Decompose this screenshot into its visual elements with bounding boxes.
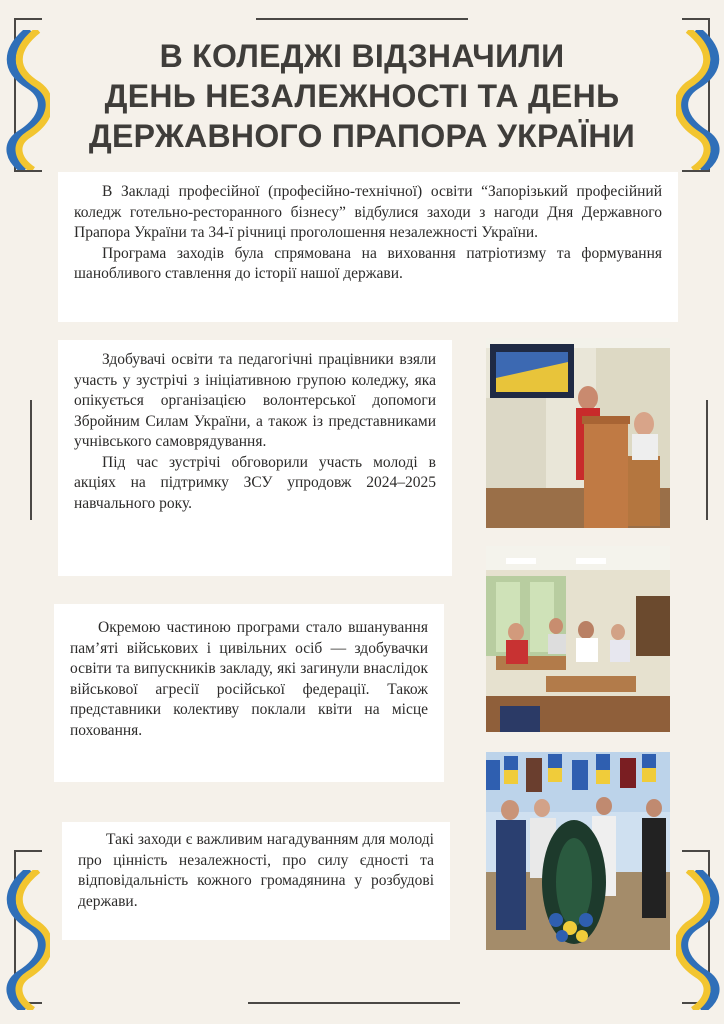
photo-classroom bbox=[486, 546, 670, 732]
photo-speaker-podium bbox=[486, 338, 670, 528]
memorial-card bbox=[54, 604, 444, 782]
ribbon-bottom-left-icon bbox=[0, 870, 50, 1010]
meeting-paragraph-2: Під час зустрічі обговорили участь молоді в акціях на підтримку ЗСУ упродовж 2024–2025 навчального року. bbox=[74, 453, 436, 512]
ribbon-top-right-icon bbox=[676, 30, 724, 170]
meeting-card bbox=[58, 340, 452, 576]
right-side-line bbox=[706, 400, 708, 520]
ribbon-bottom-right-icon bbox=[676, 870, 724, 1010]
memorial-paragraph: Окремою частиною програми стало вшанування пам’яті військових і цивільних осіб — здобувачки освіти та випускників закладу, які загинули внаслідок військової агресії російської федерації. Також представники колективу поклали квіти на місце поховання. bbox=[70, 619, 428, 739]
ribbon-top-left-icon bbox=[0, 30, 50, 170]
conclusion-card bbox=[62, 822, 450, 940]
intro-paragraph-2: Програма заходів була спрямована на виховання патріотизму та формування шанобливого ставлення до історії нашої держави. bbox=[74, 244, 662, 282]
intro-card bbox=[58, 172, 678, 322]
page-title bbox=[70, 36, 654, 156]
title-line-1: В КОЛЕДЖІ ВІДЗНАЧИЛИ bbox=[159, 38, 565, 74]
intro-paragraph-1: В Закладі професійної (професійно-технічної) освіти “Запорізький професійний коледж готельно-ресторанного бізнесу” відбулися заходи з нагоди Дня Державного Прапора України та 34-ї річниці проголошення незалежності України. bbox=[74, 183, 662, 241]
title-line-2: ДЕНЬ НЕЗАЛЕЖНОСТІ ТА ДЕНЬ bbox=[104, 78, 620, 114]
left-side-line bbox=[30, 400, 32, 520]
title-line-3: ДЕРЖАВНОГО ПРАПОРА УКРАЇНИ bbox=[88, 118, 636, 154]
conclusion-paragraph: Такі заходи є важливим нагадуванням для молоді про цінність незалежності, про силу єдності та відповідальність кожного громадянина у розбудові держави. bbox=[78, 831, 434, 910]
photo-memorial-flags bbox=[486, 752, 670, 950]
meeting-paragraph-1: Здобувачі освіти та педагогічні працівники взяли участь у зустрічі з ініціативною групою коледжу, яка опікується організацією волонтерської допомоги Збройним Силам України, а також із представниками учнівського самоврядування. bbox=[74, 351, 436, 450]
bottom-decorative-line bbox=[248, 1002, 460, 1004]
top-decorative-line bbox=[256, 18, 468, 20]
